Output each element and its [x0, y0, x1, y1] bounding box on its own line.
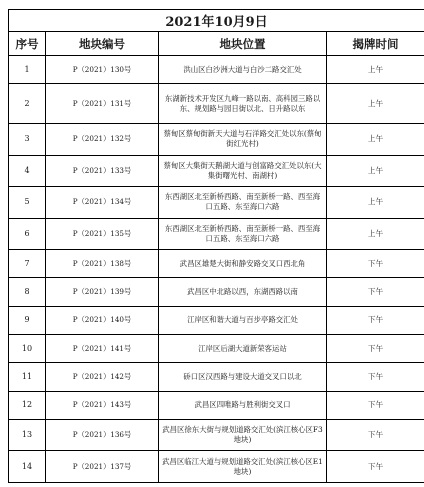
land-auction-table: [8, 9, 424, 483]
row-listing-time: 下午: [327, 278, 424, 306]
header-parcel-location: 地块位置: [159, 32, 327, 56]
row-parcel-location: 江岸区后湖大道新荣客运站: [159, 334, 327, 362]
row-parcel-location: 武昌区徐东大街与规划道路交汇处(滨江核心区F3地块): [159, 419, 327, 450]
row-listing-time: 下午: [327, 334, 424, 362]
row-parcel-location: 东湖新技术开发区九峰一路以南、高科园三路以东、规划路与园日街以北、日升路以东: [159, 84, 327, 124]
row-parcel-location: 江岸区和谐大道与百步亭路交汇处: [159, 306, 327, 334]
row-serial-number: 14: [9, 451, 46, 483]
row-listing-time: 上午: [327, 155, 424, 186]
row-serial-number: 12: [9, 391, 46, 419]
row-parcel-code: P（2021）143号: [46, 391, 159, 419]
row-serial-number: 10: [9, 334, 46, 362]
row-serial-number: 1: [9, 56, 46, 84]
row-parcel-location: 洪山区白沙洲大道与白沙二路交汇处: [159, 56, 327, 84]
row-parcel-code: P（2021）139号: [46, 278, 159, 306]
row-parcel-code: P（2021）131号: [46, 84, 159, 124]
row-serial-number: 7: [9, 250, 46, 278]
table-row: [9, 187, 424, 218]
row-listing-time: 上午: [327, 124, 424, 155]
table-row: [9, 419, 424, 450]
row-parcel-location: 东西湖区北至新桥西路、南至新桥一路、西至海口五路、东至海口六路: [159, 187, 327, 218]
row-parcel-location: 东西湖区北至新桥西路、南至新桥一路、西至海口五路、东至海口六路: [159, 218, 327, 249]
row-parcel-code: P（2021）136号: [46, 419, 159, 450]
row-listing-time: 下午: [327, 391, 424, 419]
row-serial-number: 4: [9, 155, 46, 186]
table-row: [9, 155, 424, 186]
row-parcel-code: P（2021）140号: [46, 306, 159, 334]
row-listing-time: 上午: [327, 187, 424, 218]
row-serial-number: 9: [9, 306, 46, 334]
row-listing-time: 下午: [327, 451, 424, 483]
row-parcel-location: 武昌区临江大道与规划道路交汇处(滨江核心区E1地块): [159, 451, 327, 483]
row-parcel-code: P（2021）130号: [46, 56, 159, 84]
table-row: [9, 84, 424, 124]
row-listing-time: 下午: [327, 250, 424, 278]
header-listing-time: 揭牌时间: [327, 32, 424, 56]
table-row: [9, 278, 424, 306]
row-parcel-location: 武昌区中北路以西，东湖西路以南: [159, 278, 327, 306]
row-serial-number: 8: [9, 278, 46, 306]
row-parcel-code: P（2021）141号: [46, 334, 159, 362]
row-listing-time: 上午: [327, 218, 424, 249]
row-serial-number: 6: [9, 218, 46, 249]
row-listing-time: 下午: [327, 363, 424, 391]
row-serial-number: 5: [9, 187, 46, 218]
header-parcel-code: 地块编号: [46, 32, 159, 56]
table-row: [9, 306, 424, 334]
row-listing-time: 上午: [327, 56, 424, 84]
table-row: [9, 218, 424, 249]
row-serial-number: 3: [9, 124, 46, 155]
row-serial-number: 13: [9, 419, 46, 450]
row-parcel-code: P（2021）133号: [46, 155, 159, 186]
header-row: [9, 32, 424, 56]
row-listing-time: 下午: [327, 306, 424, 334]
table-row: [9, 56, 424, 84]
table-row: [9, 363, 424, 391]
row-listing-time: 上午: [327, 84, 424, 124]
row-serial-number: 2: [9, 84, 46, 124]
row-listing-time: 下午: [327, 419, 424, 450]
row-parcel-code: P（2021）132号: [46, 124, 159, 155]
row-parcel-code: P（2021）142号: [46, 363, 159, 391]
table-row: [9, 391, 424, 419]
row-parcel-code: P（2021）135号: [46, 218, 159, 249]
row-parcel-location: 武昌区四唯路与胜利街交叉口: [159, 391, 327, 419]
row-parcel-location: 蔡甸区大集街天鹅湖大道与创富路交汇处以东(大集街曙光村、南湖村): [159, 155, 327, 186]
table-title: 2021年10月9日: [9, 10, 424, 32]
row-parcel-code: P（2021）134号: [46, 187, 159, 218]
row-parcel-code: P（2021）137号: [46, 451, 159, 483]
table-row: [9, 124, 424, 155]
row-parcel-location: 武昌区雄楚大街和静安路交叉口西北角: [159, 250, 327, 278]
row-parcel-location: 蔡甸区蔡甸街新天大道与石洋路交汇处以东(蔡甸街红光村): [159, 124, 327, 155]
row-serial-number: 11: [9, 363, 46, 391]
table-row: [9, 334, 424, 362]
row-parcel-code: P（2021）138号: [46, 250, 159, 278]
table-row: [9, 250, 424, 278]
header-serial-number: 序号: [9, 32, 46, 56]
table-row: [9, 451, 424, 483]
row-parcel-location: 硚口区汉西路与建设大道交叉口以北: [159, 363, 327, 391]
